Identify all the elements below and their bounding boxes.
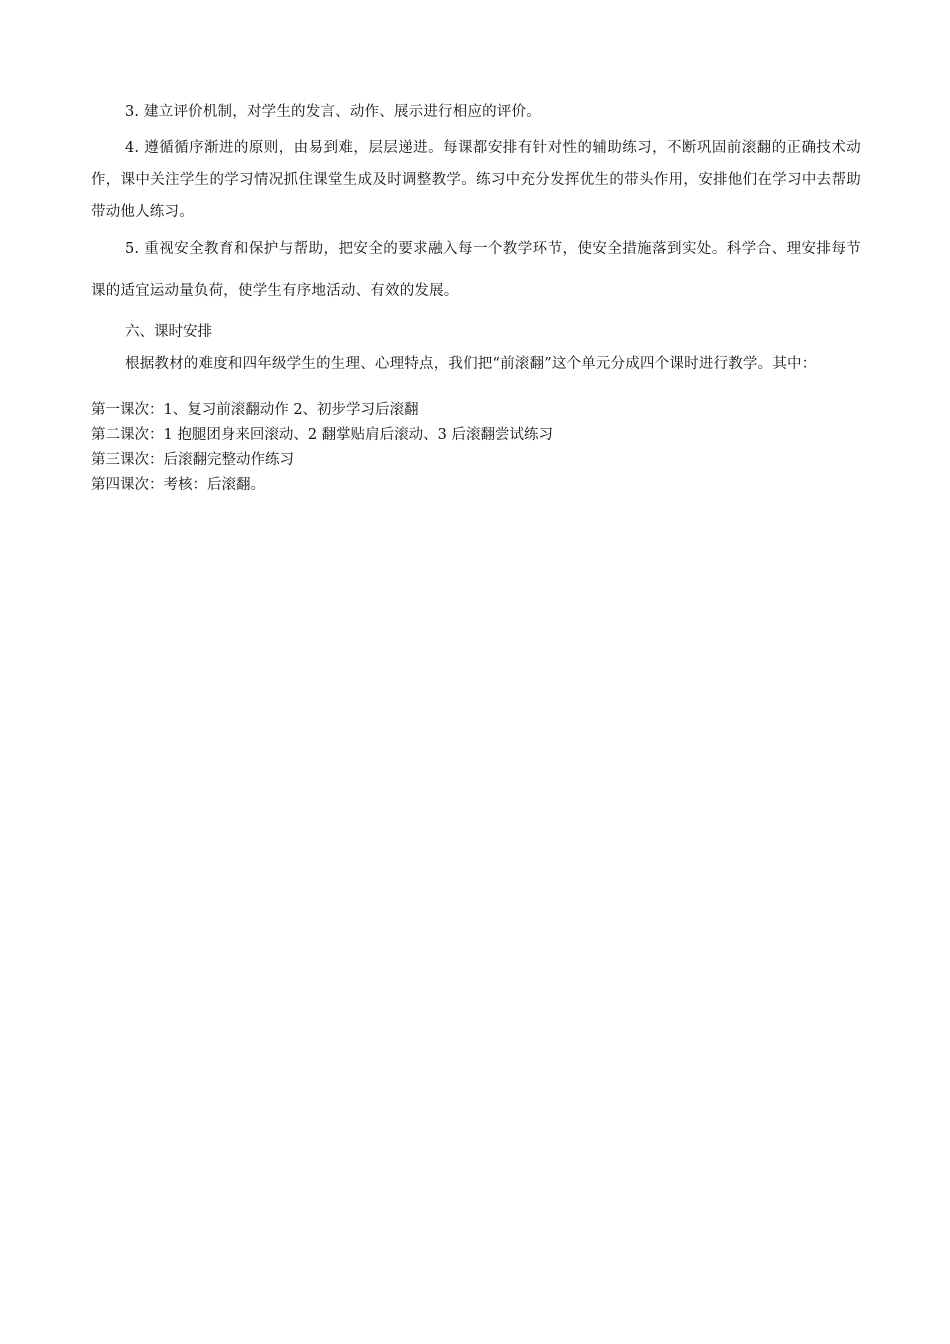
schedule-item: 第一课次：1、复习前滚翻动作 2、初步学习后滚翻 [91, 402, 419, 418]
document-page [91, 96, 861, 498]
section-heading: 六、课时安排 [125, 324, 212, 340]
schedule-item: 第三课次：后滚翻完整动作练习 [91, 452, 294, 468]
paragraph-evaluation: 3. 建立评价机制，对学生的发言、动作、展示进行相应的评价。 [125, 104, 541, 120]
paragraph-schedule-intro: 根据教材的难度和四年级学生的生理、心理特点，我们把“前滚翻”这个单元分成四个课时进行教学。其中： [125, 356, 817, 372]
schedule-item: 第四课次：考核：后滚翻。 [91, 477, 265, 493]
schedule-item: 第二课次：1 抱腿团身来回滚动、2 翻掌贴肩后滚动、3 后滚翻尝试练习 [91, 427, 554, 443]
paragraph-safety: 5. 重视安全教育和保护与帮助，把安全的要求融入每一个教学环节，使安全措施落到实处。科学合、理安排每节课的适宜运动量负荷，使学生有序地活动、有效的发展。 [91, 241, 861, 299]
paragraph-progression: 4. 遵循循序渐进的原则，由易到难，层层递进。每课都安排有针对性的辅助练习，不断巩固前滚翻的正确技术动作，课中关注学生的学习情况抓住课堂生成及时调整教学。练习中充分发挥优生的带头作用，安排他们在学习中去帮助带动他人练习。 [91, 140, 861, 220]
schedule-list [91, 398, 861, 498]
